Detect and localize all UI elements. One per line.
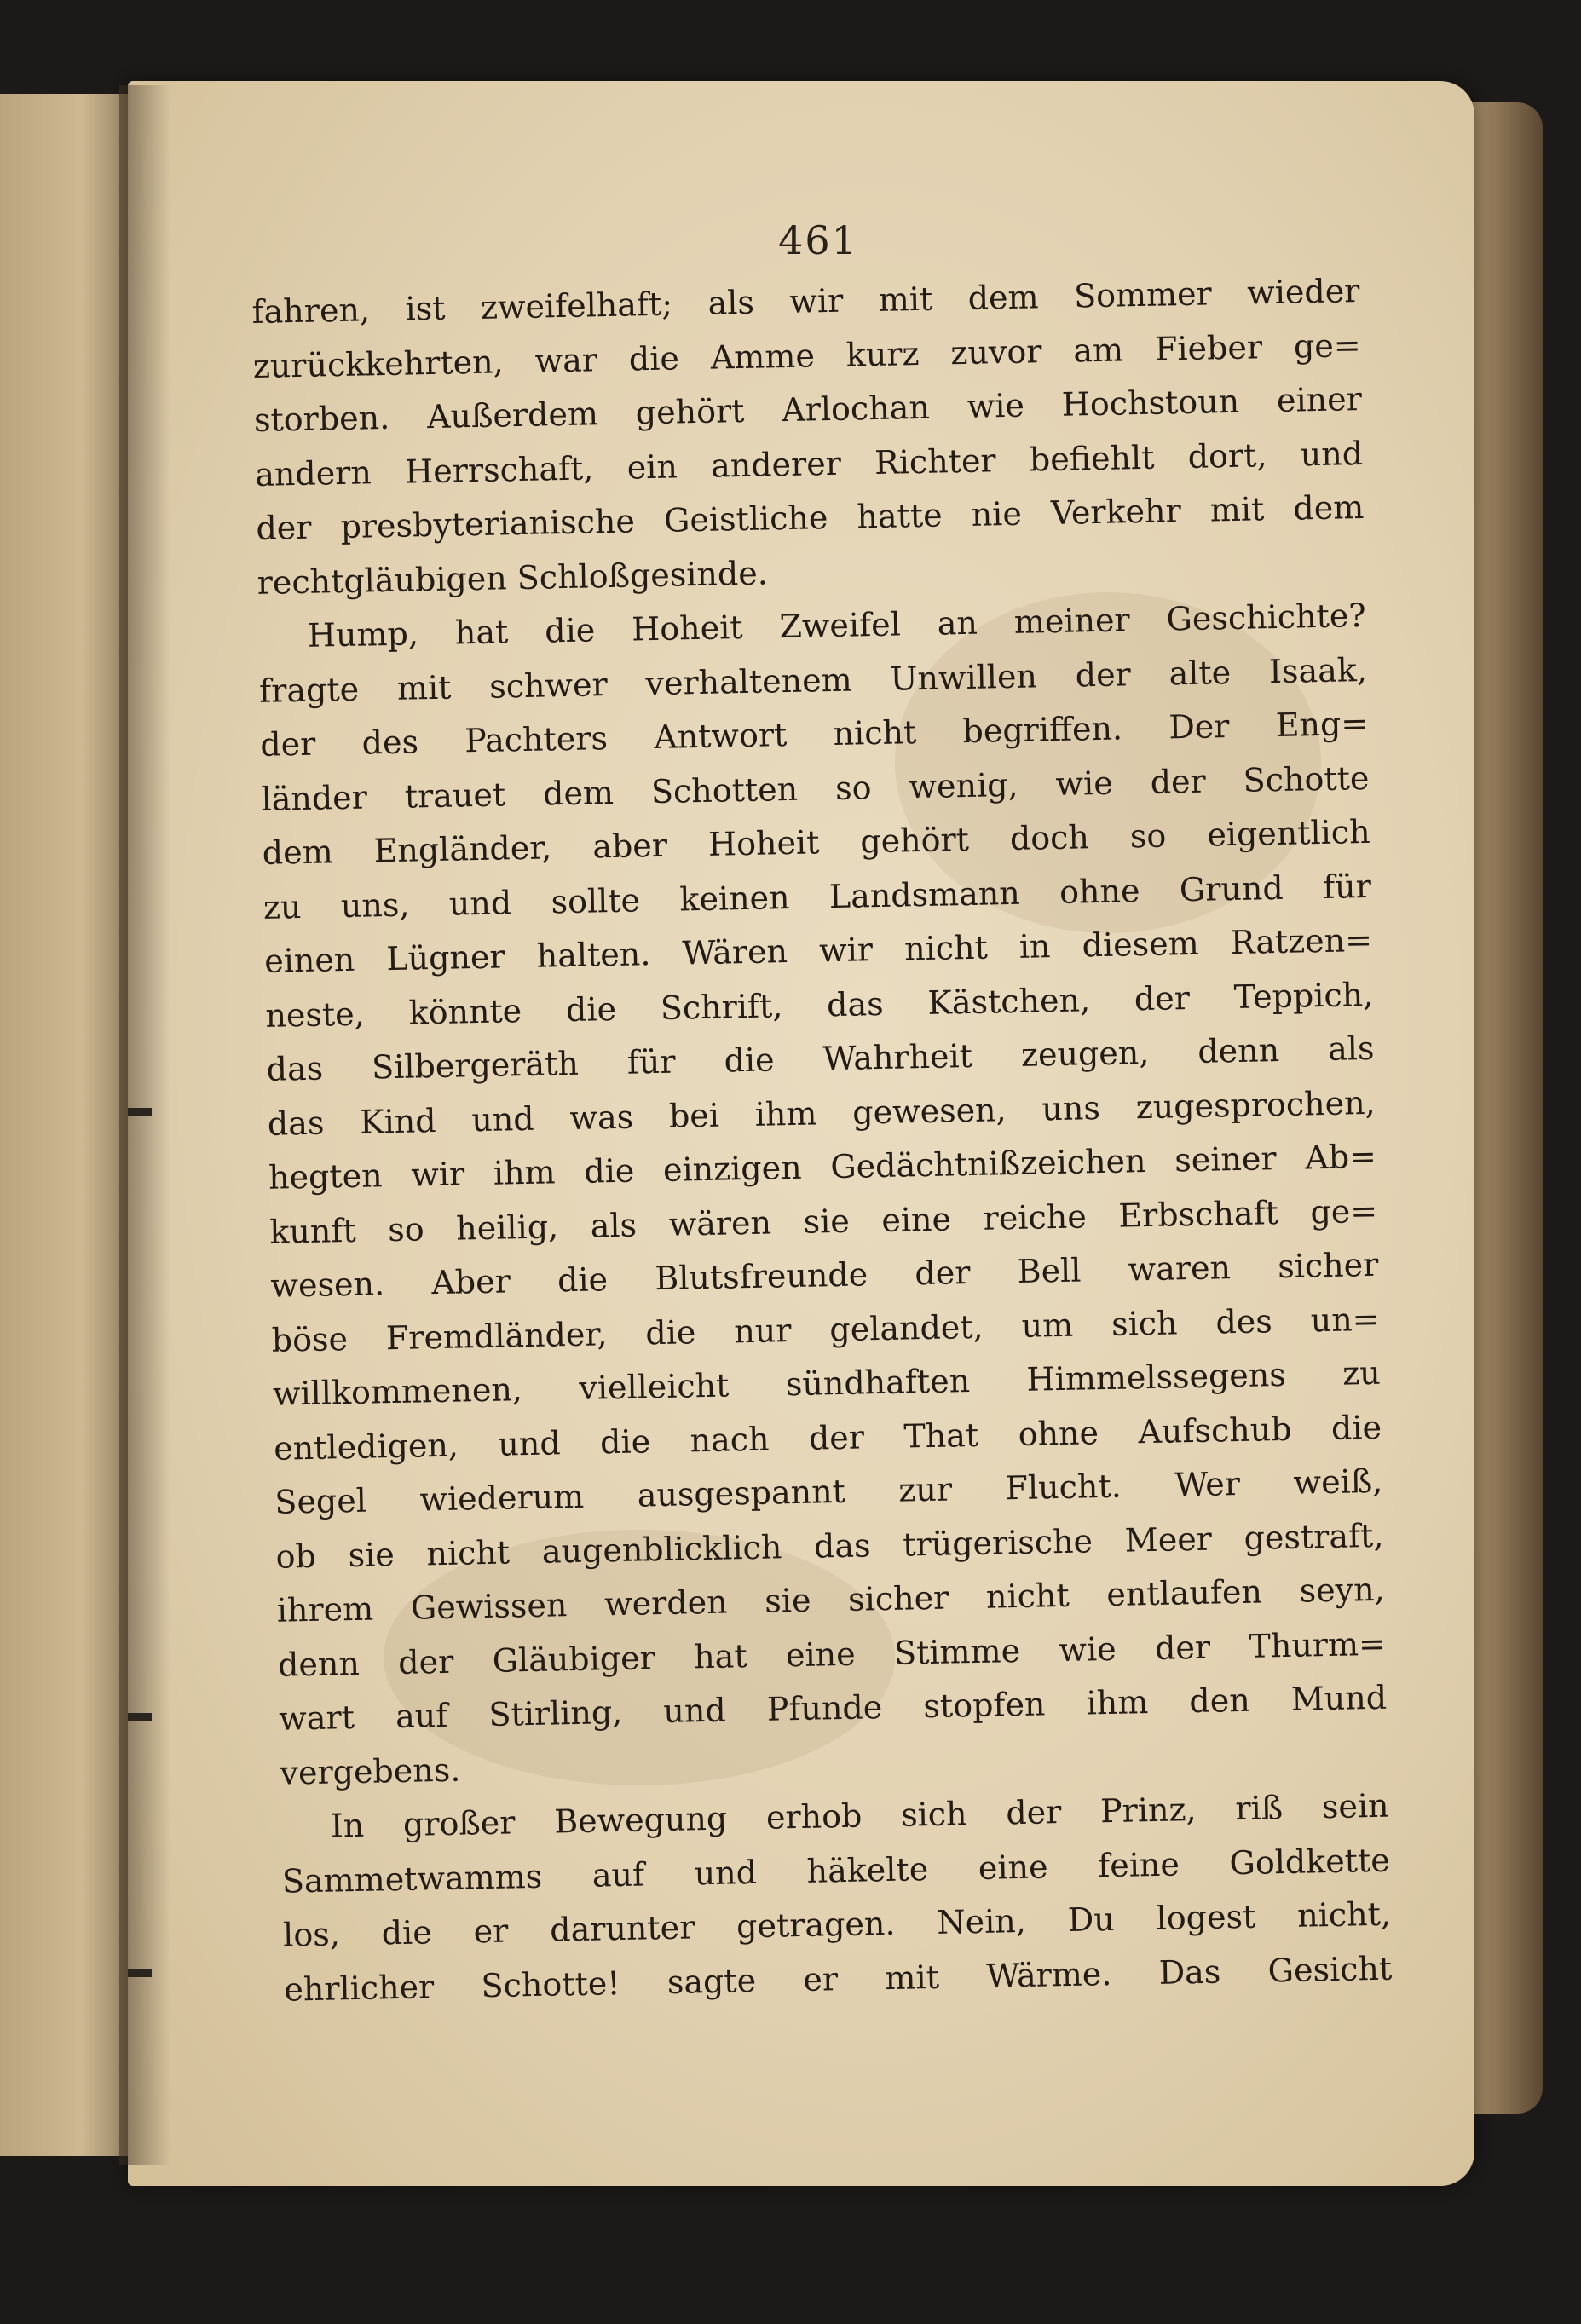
gutter-shadow — [119, 85, 170, 2165]
text-line: wart auf Stirling, und Pfunde stopfen ihm den Mund — [278, 1678, 1388, 1738]
text-line: hegten wir ihm die einzigen Gedächtnißzeichen seiner Ab= — [268, 1137, 1377, 1197]
text-line: ihrem Gewissen werden sie sicher nicht entlaufen seyn, — [276, 1570, 1386, 1629]
text-line: fahren, ist zweifelhaft; als wir mit dem Sommer wieder — [251, 272, 1360, 331]
text-line: zu uns, und sollte keinen Landsmann ohne Grund für — [263, 867, 1372, 926]
text-line: neste, könnte die Schrift, das Kästchen, der Teppich, — [265, 975, 1374, 1035]
binding-thread — [128, 1713, 152, 1721]
text-line: fragte mit schwer verhaltenem Unwillen der alte Isaak, — [258, 650, 1368, 710]
page-number: 461 — [778, 217, 858, 263]
text-line: In großer Bewegung erhob sich der Prinz, riß sein — [330, 1786, 1389, 1845]
text-line: das Kind und was bei ihm gewesen, uns zugesprochen, — [267, 1083, 1376, 1143]
text-line: Segel wiederum ausgespannt zur Flucht. Wer weiß, — [274, 1462, 1383, 1521]
book-page — [128, 81, 1474, 2186]
text-line: dem Engländer, aber Hoheit gehört doch so eigentlich — [262, 812, 1370, 872]
text-line: länder trauet dem Schotten so wenig, wie der Schotte — [261, 758, 1370, 818]
left-page-edge — [0, 94, 136, 2156]
text-line: ehrlicher Schotte! sagte er mit Wärme. Das Gesicht — [283, 1949, 1393, 2009]
text-line: rechtgläubigen Schloßgesinde. — [257, 553, 769, 602]
text-line: einen Lügner halten. Wären wir nicht in diesem Ratzen= — [263, 920, 1373, 980]
text-line: entledigen, und die nach der That ohne Aufschub die — [273, 1408, 1382, 1468]
text-line: andern Herrschaft, ein anderer Richter befiehlt dort, und — [254, 434, 1364, 493]
text-line: kunft so heilig, als wären sie eine reiche Erbschaft ge= — [268, 1191, 1378, 1251]
text-line: willkommenen, vielleicht sündhaften Himmelssegens zu — [272, 1353, 1382, 1413]
text-line: Sammetwamms auf und häkelte eine feine Goldkette — [281, 1841, 1391, 1900]
text-line: Hump, hat die Hoheit Zweifel an meiner Geschichte? — [307, 596, 1367, 655]
page-body-text — [251, 264, 1393, 2017]
text-line: storben. Außerdem gehört Arlochan wie Hochstoun einer — [253, 380, 1363, 439]
text-line: ob sie nicht augenblicklich das trügerische Meer gestraft, — [275, 1516, 1384, 1576]
binding-thread — [128, 1969, 152, 1977]
text-line: das Silbergeräth für die Wahrheit zeugen, denn als — [266, 1029, 1375, 1088]
text-line: der presbyterianische Geistliche hatte nie Verkehr mit dem — [256, 487, 1365, 547]
text-line: vergebens. — [280, 1750, 461, 1792]
text-line: zurückkehrten, war die Amme kurz zuvor am Fieber ge= — [252, 326, 1361, 385]
text-line: los, die er darunter getragen. Nein, Du logest nicht, — [282, 1894, 1392, 1954]
text-line: wesen. Aber die Blutsfreunde der Bell waren sicher — [270, 1245, 1379, 1305]
text-line: böse Fremdländer, die nur gelandet, um sich des un= — [271, 1300, 1380, 1359]
text-line: der des Pachters Antwort nicht begriffen. Der Eng= — [259, 704, 1369, 764]
binding-thread — [128, 1108, 152, 1116]
text-line: denn der Gläubiger hat eine Stimme wie der Thurm= — [277, 1624, 1387, 1684]
